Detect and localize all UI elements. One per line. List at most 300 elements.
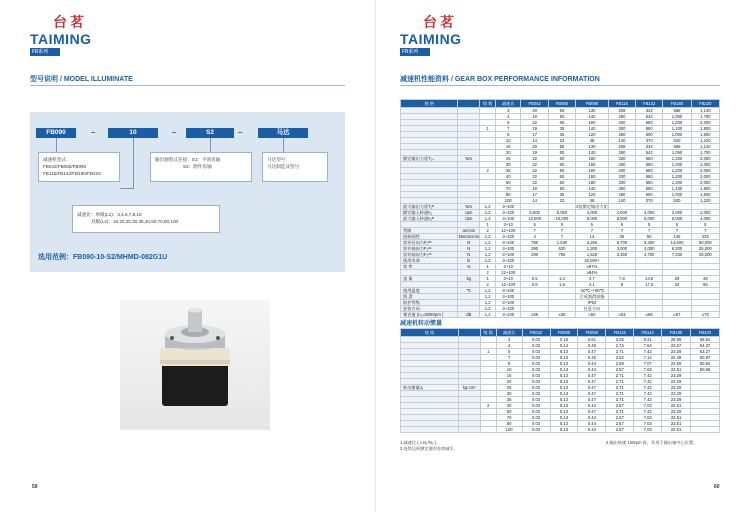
column-header: 规 格 xyxy=(401,329,459,337)
table-cell: 100 xyxy=(496,198,521,204)
example-model: 选用范例：FB090-10-S2/MHMD-082G1U xyxy=(38,254,168,261)
table-cell: 最大输出力矩T₂ᴮ xyxy=(401,204,458,210)
table-cell: 1,200 xyxy=(663,156,691,162)
table-cell: 20 xyxy=(496,379,522,385)
table-cell: kg xyxy=(458,276,480,282)
table-cell: 15 xyxy=(496,373,522,379)
table-cell: 7.42 xyxy=(634,409,662,415)
box2-line1: 输出轴型式连接：S1：平滑齿轴 xyxy=(155,157,221,162)
table-cell: ℃ xyxy=(458,288,480,294)
table-cell: 370 xyxy=(636,138,663,144)
table-cell: 35 xyxy=(496,397,522,403)
table-cell: 效 率 xyxy=(401,264,458,270)
column-header: FB180 xyxy=(663,100,691,108)
table-cell: 3~100 xyxy=(496,246,521,252)
table-cell: 20,000+ xyxy=(576,258,609,264)
table-cell: 70 xyxy=(496,186,521,192)
table-cell: 2 xyxy=(480,228,496,234)
table-cell: 4 xyxy=(496,343,522,349)
column-header xyxy=(458,329,480,337)
table-cell: 50 xyxy=(548,114,575,120)
table-cell: 4,000 xyxy=(576,210,609,216)
table-cell: 1,300 xyxy=(576,246,609,252)
table-cell: 1,2 xyxy=(480,300,496,306)
table-cell: 5,000 xyxy=(521,210,548,216)
table-cell: 542 xyxy=(636,150,663,156)
table-cell: 1,2 xyxy=(480,246,496,252)
table-cell: ≤58 xyxy=(548,312,575,318)
table-cell: 0.13 xyxy=(550,391,578,397)
table-cell: 23.29 xyxy=(662,373,691,379)
table-cell: 330 xyxy=(608,180,635,186)
table-cell: 48 xyxy=(576,198,609,204)
table-cell: 0.8 xyxy=(521,282,548,288)
table-cell: 1,2 xyxy=(480,294,496,300)
table-cell: 7.03 xyxy=(634,403,662,409)
table-cell: 60 xyxy=(548,156,575,162)
table-cell: hr xyxy=(458,258,480,264)
table-cell: 1,2 xyxy=(480,210,496,216)
table-cell: 1,200 xyxy=(663,120,691,126)
table-cell: 80 xyxy=(496,421,522,427)
column-header: FB042 xyxy=(521,100,548,108)
table-cell: 7.07 xyxy=(634,361,662,367)
table-cell: 2,000 xyxy=(691,120,719,126)
table-cell xyxy=(480,427,496,433)
table-cell: 160 xyxy=(576,180,609,186)
table-cell: 50.56 xyxy=(691,367,720,373)
table-cell: 1,100 xyxy=(663,186,691,192)
connector-shaft xyxy=(210,138,211,152)
table-cell: N xyxy=(458,252,480,258)
table-cell xyxy=(458,427,480,433)
table-cell: 7 xyxy=(548,228,575,234)
table-cell: 22.51 xyxy=(662,415,691,421)
brand-logo-right xyxy=(400,12,480,47)
inertia-table xyxy=(400,328,720,433)
table-cell: 0.47 xyxy=(578,391,606,397)
table-cell: 2.57 xyxy=(606,421,634,427)
table-cell: 40 xyxy=(496,403,522,409)
table-cell: 7.03 xyxy=(634,415,662,421)
table-cell: 160 xyxy=(576,168,609,174)
table-cell: 20 xyxy=(496,150,521,156)
table-cell: 1,2 xyxy=(480,288,496,294)
table-cell: 5 xyxy=(496,120,521,126)
column-header: 减速比 xyxy=(496,329,522,337)
table-cell: 额定输出力矩T₂ₙ xyxy=(401,156,458,162)
table-cell: 160 xyxy=(576,174,609,180)
table-cell: 1.3 xyxy=(548,276,575,282)
table-cell: 0.13 xyxy=(550,397,578,403)
table-cell: 50.84 xyxy=(691,361,720,367)
table-cell: 22 xyxy=(521,168,548,174)
table-cell: 7 xyxy=(548,234,575,240)
table-cell: 0.16 xyxy=(550,337,578,343)
table-cell: 6,000 xyxy=(636,216,663,222)
table-cell: 1,700 xyxy=(691,150,719,156)
table-cell: 60 xyxy=(548,180,575,186)
table-cell: 0.44 xyxy=(578,361,606,367)
table-cell: 2.62 xyxy=(606,355,634,361)
table-cell: 3~100 xyxy=(496,312,521,318)
table-cell: ≤70 xyxy=(691,312,719,318)
table-cell: 1,000 xyxy=(663,192,691,198)
table-cell: 任意方向 xyxy=(576,306,609,312)
table-row xyxy=(401,312,720,318)
table-cell: 扭转刚性 xyxy=(401,234,458,240)
table-cell: 20 xyxy=(521,144,548,150)
logo-chinese: 台茗 xyxy=(53,16,87,31)
table-cell: 1 xyxy=(480,126,496,132)
table-cell: 7.03 xyxy=(634,367,662,373)
table-cell: 0.13 xyxy=(550,361,578,367)
table-cell: 50.97 xyxy=(691,355,720,361)
table-cell: 17 xyxy=(521,192,548,198)
table-cell: 650 xyxy=(636,180,663,186)
table-cell: 2.71 xyxy=(606,397,634,403)
table-cell: 290 xyxy=(608,114,635,120)
table-cell: 7 xyxy=(663,228,691,234)
table-cell: 60 xyxy=(548,162,575,168)
table-cell: 650 xyxy=(636,168,663,174)
table-cell: 4,000 xyxy=(608,210,635,216)
table-cell: 5 xyxy=(636,222,663,228)
table-cell: Nm xyxy=(458,156,480,162)
table-cell: 342 xyxy=(636,108,663,114)
table-cell: Nm xyxy=(458,204,480,210)
table-cell: 10 xyxy=(496,367,522,373)
table-cell: 容许径向力F₂ᴿᵇ xyxy=(401,240,458,246)
table-cell: 1,600 xyxy=(691,192,719,198)
table-cell: 0.03 xyxy=(522,403,550,409)
table-cell: 29 xyxy=(663,276,691,282)
table-cell: 2.57 xyxy=(606,403,634,409)
box3-line1: 马达型号： xyxy=(267,157,290,162)
table-cell: 140 xyxy=(576,126,609,132)
table-cell: 3.7 xyxy=(576,276,609,282)
table-cell: 2.71 xyxy=(606,409,634,415)
table-cell: 5 xyxy=(576,222,609,228)
table-cell: -10℃~+90℃ xyxy=(576,288,609,294)
table-cell: 2,000 xyxy=(691,210,719,216)
table-cell: 1 xyxy=(480,264,496,270)
table-cell: 330 xyxy=(608,156,635,162)
table-cell: 1,000 xyxy=(663,132,691,138)
table-cell: 370 xyxy=(636,198,663,204)
table-cell: 0.03 xyxy=(522,361,550,367)
table-cell: 22 xyxy=(521,174,548,180)
table-cell: 330 xyxy=(608,174,635,180)
table-cell: 55 xyxy=(548,108,575,114)
box3-line2: 马达制造及型号 xyxy=(267,164,300,169)
table-cell: 1,2 xyxy=(480,258,496,264)
column-header: FB180 xyxy=(662,329,691,337)
table-cell: 3~100 xyxy=(496,300,521,306)
table-cell: 28.98 xyxy=(662,337,691,343)
table-cell: 0.03 xyxy=(522,385,550,391)
table-cell: ≤67 xyxy=(663,312,691,318)
table-cell: 55 xyxy=(548,144,575,150)
notes-left xyxy=(400,440,458,452)
column-header: FB090 xyxy=(578,329,606,337)
table-cell: 5 xyxy=(548,222,575,228)
table-cell: 208 xyxy=(608,108,635,114)
table-cell: 500 xyxy=(636,132,663,138)
box4-line2: 双级(L2)：15,20,25,30,35,40,50,70,80,100 xyxy=(91,219,179,224)
table-cell: 0.13 xyxy=(550,385,578,391)
table-cell: 6,200 xyxy=(663,246,691,252)
connector-series xyxy=(56,138,57,152)
table-cell: 0.13 xyxy=(550,421,578,427)
table-cell: 9 xyxy=(608,282,635,288)
table-cell: 0.03 xyxy=(522,337,550,343)
table-cell: 3~100 xyxy=(496,210,521,216)
table-cell: 22.48 xyxy=(662,355,691,361)
table-cell: 60 xyxy=(548,120,575,126)
table-cell: 1,200 xyxy=(663,180,691,186)
table-cell: 0.47 xyxy=(578,379,606,385)
table-cell: 260 xyxy=(608,132,635,138)
table-cell: 0.03 xyxy=(522,421,550,427)
table-cell: 使用寿命 xyxy=(401,258,458,264)
table-cell: 0.48 xyxy=(578,343,606,349)
table-cell: 2.58 xyxy=(606,361,634,367)
table-cell: 0.44 xyxy=(578,421,606,427)
table-cell: 0.13 xyxy=(550,427,578,433)
table-cell: 290 xyxy=(608,150,635,156)
column-header: 规 格 xyxy=(401,100,458,108)
table-cell: 19 xyxy=(521,150,548,156)
table-cell: 22.59 xyxy=(662,361,691,367)
table-cell: 300 xyxy=(608,186,635,192)
table-cell: 0.03 xyxy=(522,349,550,355)
table-cell: 1,800 xyxy=(691,126,719,132)
table-cell: 23.29 xyxy=(662,397,691,403)
table-cell: 0.03 xyxy=(522,355,550,361)
table-cell: 25,000 xyxy=(691,246,719,252)
table-cell: 7,250 xyxy=(663,252,691,258)
table-cell: 0.03 xyxy=(522,415,550,421)
table-cell: 160 xyxy=(576,120,609,126)
table-cell: 7.8 xyxy=(608,276,635,282)
table-header-row xyxy=(401,100,720,108)
table-cell: 160 xyxy=(576,156,609,162)
table-cell: 0.03 xyxy=(522,373,550,379)
column-header: 级 数 xyxy=(480,329,496,337)
table-cell: 33 xyxy=(663,282,691,288)
table-cell: 7.03 xyxy=(634,427,662,433)
table-cell: 23 xyxy=(548,138,575,144)
table-cell: 8,000 xyxy=(608,216,635,222)
table-cell: ≤65 xyxy=(636,312,663,318)
table-cell: 2.74 xyxy=(606,343,634,349)
table-cell: 1 xyxy=(480,276,496,282)
table-cell: 4 xyxy=(496,114,521,120)
table-cell: 2,000 xyxy=(691,174,719,180)
table-cell: 23.29 xyxy=(662,379,691,385)
section-title-inertia: 减速机转动惯量 xyxy=(400,321,443,327)
table-cell: 2 xyxy=(480,168,496,174)
column-header: 减速比 xyxy=(496,100,521,108)
table-cell: 4,000 xyxy=(636,210,663,216)
table-cell: ≤56 xyxy=(521,312,548,318)
table-cell: 23.67 xyxy=(662,343,691,349)
table-cell: 54.37 xyxy=(691,343,720,349)
right-page xyxy=(375,0,750,512)
table-cell: 30 xyxy=(496,162,521,168)
dash-3: – xyxy=(238,128,243,137)
table-cell: 7.42 xyxy=(634,379,662,385)
table-cell: 25 xyxy=(496,385,522,391)
box1-line3: FB115/FB142/FB180/FB220 xyxy=(43,171,101,176)
table-cell: 3~10 xyxy=(496,264,521,270)
table-cell: 3~100 xyxy=(496,216,521,222)
table-cell: 35 xyxy=(548,192,575,198)
table-cell: 0.13 xyxy=(550,379,578,385)
table-cell: 3,250 xyxy=(576,240,609,246)
table-cell: 2 xyxy=(480,282,496,288)
table-cell: 7 xyxy=(636,228,663,234)
table-cell: 2 xyxy=(480,270,496,276)
column-header xyxy=(458,100,480,108)
column-header: FB115 xyxy=(608,100,635,108)
table-cell: 14 xyxy=(521,138,548,144)
table-cell: 背隙 xyxy=(401,228,458,234)
table-cell: 1.9 xyxy=(548,282,575,288)
table-cell: 290 xyxy=(521,252,548,258)
column-header: FB060 xyxy=(550,329,578,337)
performance-table xyxy=(400,99,720,318)
table-cell: 4,000 xyxy=(691,216,719,222)
table-cell: 145 xyxy=(663,234,691,240)
table-cell: 1,2 xyxy=(480,252,496,258)
table-cell: 23.29 xyxy=(662,391,691,397)
table-cell: 10,000 xyxy=(521,216,548,222)
table-cell: 120 xyxy=(576,192,609,198)
table-cell: 7 xyxy=(496,126,521,132)
table-cell: 4,000 xyxy=(636,246,663,252)
table-cell: 10,000 xyxy=(548,216,575,222)
table-cell: 19 xyxy=(521,186,548,192)
table-cell: 35 xyxy=(548,126,575,132)
box1-line1: 减速机型式： xyxy=(43,157,71,162)
table-cell: 650 xyxy=(636,162,663,168)
table-cell: 300 xyxy=(608,126,635,132)
note-1: 1.减速比 ( i=N₁/N₂ ) xyxy=(400,440,436,445)
table-cell xyxy=(401,427,459,433)
table-cell: 22 xyxy=(521,162,548,168)
table-cell: 19 xyxy=(521,126,548,132)
table-cell: 7 xyxy=(521,228,548,234)
table-cell: 1,140 xyxy=(691,108,719,114)
table-cell: 48 xyxy=(691,276,719,282)
table-cell: 10 xyxy=(496,138,521,144)
table-cell: 1,530 xyxy=(548,240,575,246)
table-cell xyxy=(691,427,720,433)
table-cell: 35 xyxy=(548,132,575,138)
table-cell: 3,000 xyxy=(663,210,691,216)
table-cell: 防护等级 xyxy=(401,300,458,306)
note-2: 2.连续运转额定使用寿命减半。 xyxy=(400,446,458,451)
table-cell: 520 xyxy=(663,198,691,204)
table-cell: 2.71 xyxy=(606,391,634,397)
title-rule xyxy=(30,85,345,86)
table-cell: kg·cm² xyxy=(458,385,480,391)
table-cell: 7.42 xyxy=(634,385,662,391)
table-cell: 650 xyxy=(636,156,663,162)
table-cell: 安装方向 xyxy=(401,306,458,312)
table-cell: 0.13 xyxy=(550,403,578,409)
series-tag-right: FB系列 xyxy=(400,48,430,56)
connector-ratio xyxy=(133,138,134,188)
table-cell: 0.44 xyxy=(578,367,606,373)
table-cell: 8,000 xyxy=(576,216,609,222)
table-cell: 1,140 xyxy=(691,144,719,150)
table-cell: rpm xyxy=(458,216,480,222)
table-cell: 3~100 xyxy=(496,252,521,258)
table-cell: 130 xyxy=(576,144,609,150)
table-cell: 0.47 xyxy=(578,397,606,403)
column-header: FB220 xyxy=(691,329,720,337)
table-cell: 0.03 xyxy=(522,343,550,349)
table-cell: 1,050 xyxy=(663,114,691,120)
table-cell: 22 xyxy=(521,180,548,186)
table-cell: 20 xyxy=(521,108,548,114)
table-cell: 0.03 xyxy=(522,397,550,403)
table-cell: 7 xyxy=(608,228,635,234)
table-cell: 130 xyxy=(576,108,609,114)
table-cell: 0.5 xyxy=(521,276,548,282)
table-cell: 0.13 xyxy=(550,373,578,379)
column-header: FB060 xyxy=(548,100,575,108)
table-cell: 0.45 xyxy=(578,355,606,361)
table-cell: 17.5 xyxy=(636,282,663,288)
table-cell: 35 xyxy=(496,168,521,174)
table-cell: ≤63 xyxy=(608,312,635,318)
table-cell: 12~100 xyxy=(496,228,521,234)
table-cell: 3.25 xyxy=(606,337,634,343)
table-cell: ≥97% xyxy=(576,264,609,270)
table-cell: 0.03 xyxy=(522,409,550,415)
table-cell: 22.51 xyxy=(662,367,691,373)
table-cell: 650 xyxy=(636,120,663,126)
table-cell: 50 xyxy=(548,186,575,192)
table-cell: 3~100 xyxy=(496,294,521,300)
table-cell: 噪音值 (n₁=3000rpm ) xyxy=(401,312,458,318)
table-cell: 2.71 xyxy=(606,349,634,355)
table-cell: 3~100 xyxy=(496,258,521,264)
table-cell: 7.03 xyxy=(634,421,662,427)
table-row xyxy=(401,427,720,433)
table-cell: 25 xyxy=(608,234,635,240)
table-cell: 5 xyxy=(663,222,691,228)
table-cell: 80 xyxy=(496,192,521,198)
table-cell: 1,2 xyxy=(480,234,496,240)
table-cell: 14 xyxy=(576,234,609,240)
table-cell: 50,000 xyxy=(691,240,719,246)
table-cell: 1,220 xyxy=(691,138,719,144)
notes-right xyxy=(606,440,697,446)
column-header: FB090 xyxy=(576,100,609,108)
table-cell: 3倍额定输出力矩 xyxy=(576,204,608,209)
column-header: FB142 xyxy=(636,100,663,108)
table-cell: 22 xyxy=(521,120,548,126)
table-cell: 0.03 xyxy=(522,427,550,433)
table-header-row xyxy=(401,329,720,337)
table-cell: 7 xyxy=(496,355,522,361)
table-cell: 4.1 xyxy=(576,282,609,288)
